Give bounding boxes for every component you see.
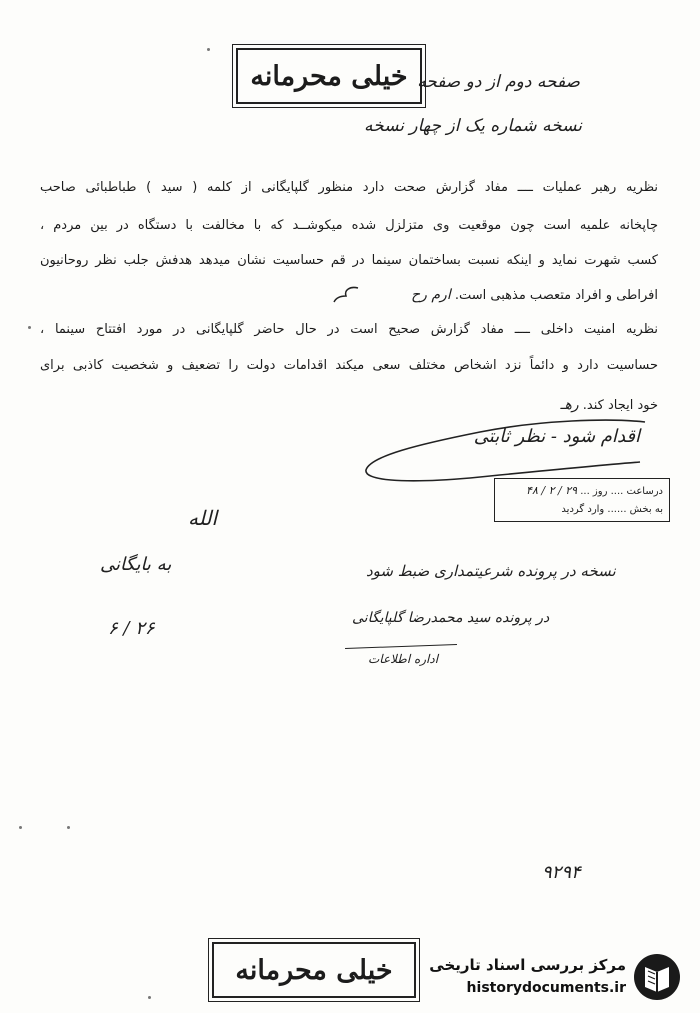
registration-date-scrawl: ۲۹ / ۲ / ۴۸ (526, 484, 578, 497)
body-line-7-text: خود ایجاد کند. (582, 398, 658, 413)
inline-annotation: ارم رح (411, 287, 451, 303)
speck (67, 826, 70, 829)
body-line-1: نظریه رهبر عملیات ــــ مفاد گزارش صحت دارد منظور گلپایگانی از کلمه ( سید ) طباطبائی صاحب (40, 180, 658, 195)
page-number: ۹۲۹۴ (542, 862, 581, 883)
book-seal-icon (632, 952, 682, 1002)
margin-note-left-2: به بایگانی (100, 554, 172, 575)
classification-stamp-text: خیلی محرمانه (250, 60, 408, 92)
margin-note-center-2: در پرونده سید محمدرضا گلپایگانی (352, 610, 550, 626)
body-line-4 (218, 287, 658, 303)
body-line-7 (498, 397, 658, 413)
speck (19, 826, 22, 829)
registration-line-2: به بخش ...... وارد گردید (561, 504, 663, 515)
margin-note-left-3: ۲۶ / ۶ (108, 618, 155, 639)
watermark-title: مرکز بررسی اسناد تاریخی (429, 956, 626, 974)
signature-note: اقدام شود - نظر ثابتی (473, 426, 640, 447)
margin-note-center-3: اداره اطلاعات (368, 652, 439, 666)
speck (207, 48, 210, 51)
body-line-6: حساسیت دارد و دائماً نزد اشخاص مختلف سعی میکند اقدامات دولت را تضعیف و شخصیت کاذبی برای (40, 358, 658, 373)
note-underline (345, 644, 457, 649)
classification-stamp-top (236, 48, 422, 104)
body-line-3: کسب شهرت نماید و اینکه نسبت بساختمان سینما در قم حساسیت نشان میدهد هدفش جلب نظر روحانیون (40, 253, 658, 268)
brace-mark-icon (330, 284, 360, 306)
body-line-2: چاپخانه علمیه است چون موقعیت وی متزلزل شده میکوشــد که با مخالفت با دستگاه در بین مردم ، (40, 218, 658, 233)
handwritten-copy-note: نسخه شماره یک از چهار نسخه (364, 116, 582, 136)
registration-stamp-box (494, 478, 670, 522)
registration-line-1-text: درساعت .... روز ... (580, 486, 663, 497)
margin-note-center-1: نسخه در پرونده شرعیتمداری ضبط شود (366, 562, 616, 580)
margin-note-left-1: الله (188, 506, 217, 530)
handwritten-page-note: صفحه دوم از دو صفحه (417, 72, 580, 92)
body-line-4-text: افراطی و افراد متعصب مذهبی است. (454, 288, 658, 303)
watermark (418, 950, 690, 1008)
body-line-5: نظریه امنیت داخلی ــــ مفاد گزارش صحیح است در حال حاضر گلپایگانی در مورد افتتاح سینما ، (40, 322, 658, 337)
registration-line-1 (501, 482, 663, 501)
speck (28, 326, 31, 329)
closing-scrawl: رهـ (560, 397, 579, 413)
speck (148, 996, 151, 999)
classification-stamp-bottom (212, 942, 416, 998)
classification-stamp-text: خیلی محرمانه (235, 954, 393, 986)
watermark-url[interactable]: historydocuments.ir (466, 980, 626, 996)
